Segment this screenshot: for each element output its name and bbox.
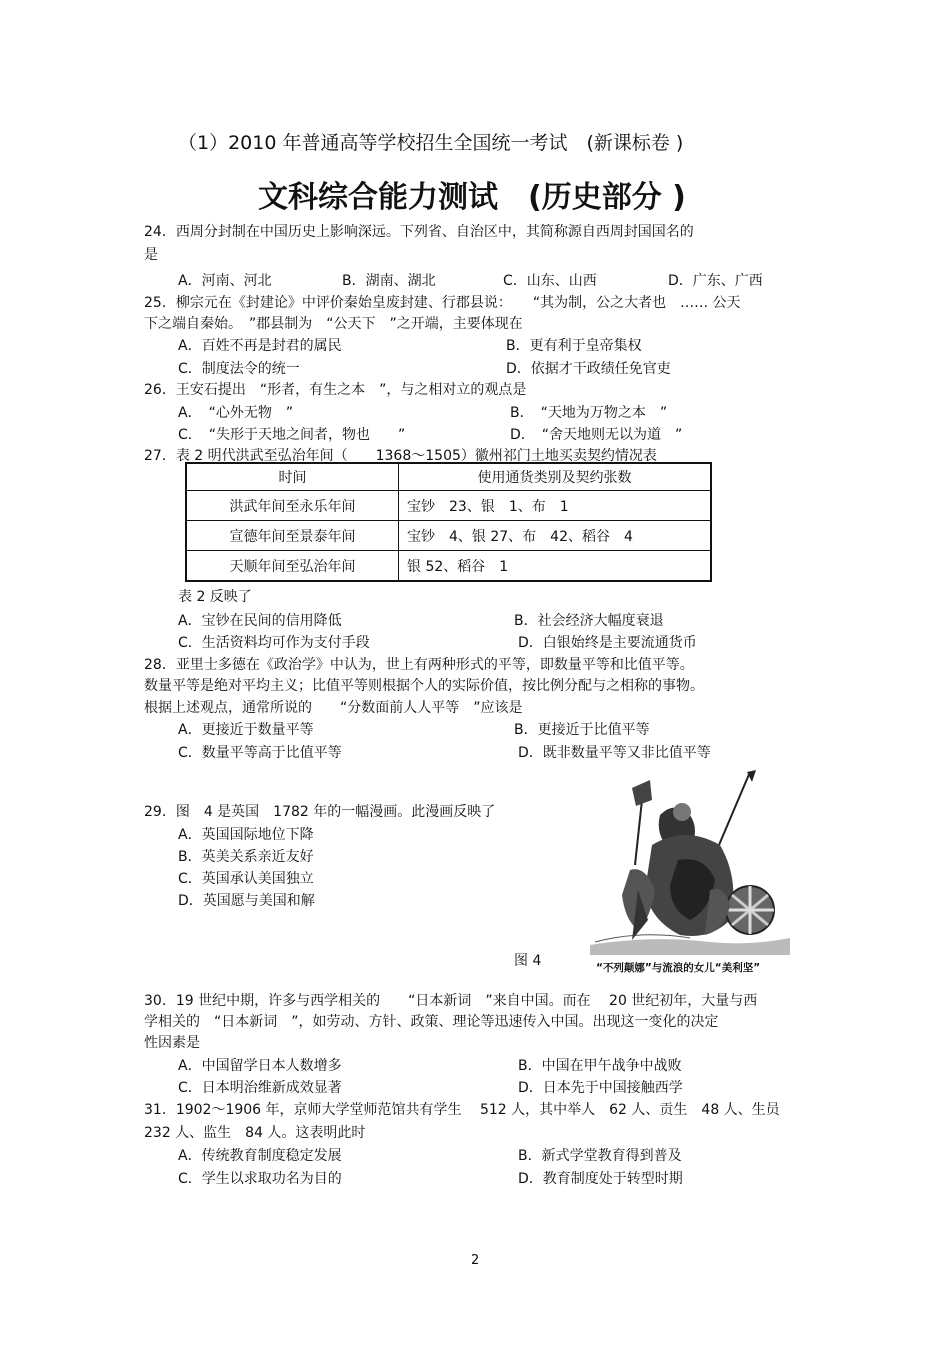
q25-option-c: C．制度法令的统一 xyxy=(178,361,300,377)
q31-stem-line1: 31．1902～1906 年，京师大学堂师范馆共有学生 512 人，其中举人 62 人、贡生 48 人、生员 xyxy=(144,1102,780,1118)
q27-table xyxy=(185,462,712,582)
q28-option-a: A．更接近于数量平等 xyxy=(178,722,314,738)
table-cell: 宝钞 23、银 1、布 1 xyxy=(399,491,712,521)
q28-stem-line1: 28．亚里士多德在《政治学》中认为，世上有两种形式的平等，即数量平等和比值平等。 xyxy=(144,657,694,673)
q27-option-b: B．社会经济大幅度衰退 xyxy=(514,613,664,629)
q28-stem-line3: 根据上述观点，通常所说的 “分数面前人人平等 ”应该是 xyxy=(144,700,523,716)
q25-option-b: B．更有利于皇帝集权 xyxy=(506,338,642,354)
q26-option-d: D． “舍天地则无以为道 ” xyxy=(510,427,683,443)
figure-caption: “不列颠娜”与流浪的女儿“美利坚” xyxy=(596,962,761,974)
figure-label: 图 4 xyxy=(514,953,542,969)
q29-option-c: C．英国承认美国独立 xyxy=(178,871,314,887)
q24-option-b: B．湖南、湖北 xyxy=(342,273,436,289)
q24-stem-line2: 是 xyxy=(144,247,158,263)
table-cell: 银 52、稻谷 1 xyxy=(399,551,712,582)
q29-option-b: B．英美关系亲近友好 xyxy=(178,849,314,865)
q26-stem: 26．王安石提出 “形者，有生之本 ”，与之相对立的观点是 xyxy=(144,382,527,398)
table-cell: 宝钞 4、银 27、布 42、稻谷 4 xyxy=(399,521,712,551)
q30-option-d: D．日本先于中国接触西学 xyxy=(518,1080,683,1096)
table-header-row xyxy=(186,463,711,491)
q28-option-c: C．数量平等高于比值平等 xyxy=(178,745,342,761)
table-cell: 洪武年间至永乐年间 xyxy=(186,491,399,521)
q31-option-c: C．学生以求取功名为目的 xyxy=(178,1171,342,1187)
table-cell: 宣德年间至景泰年间 xyxy=(186,521,399,551)
q27-option-a: A．宝钞在民间的信用降低 xyxy=(178,613,342,629)
exam-title-line1: （1）2010 年普通高等学校招生全国统一考试 (新课标卷 ) xyxy=(178,132,684,154)
table-row xyxy=(186,551,711,582)
q24-option-c: C．山东、山西 xyxy=(503,273,597,289)
table-header-cell: 时间 xyxy=(186,463,399,491)
table-cell: 天顺年间至弘治年间 xyxy=(186,551,399,582)
q30-stem-line1: 30．19 世纪中期，许多与西学相关的 “日本新词 ”来自中国。而在 20 世纪初年，大量与西 xyxy=(144,993,758,1009)
q30-option-b: B．中国在甲午战争中战败 xyxy=(518,1058,682,1074)
q28-stem-line2: 数量平等是绝对平均主义；比值平等则根据个人的实际价值，按比例分配与之相称的事物。 xyxy=(144,678,704,694)
q26-option-a: A． “心外无物 ” xyxy=(178,405,294,421)
table-row xyxy=(186,521,711,551)
q31-stem-line2: 232 人、监生 84 人。这表明此时 xyxy=(144,1125,366,1141)
q30-stem-line2: 学相关的 “日本新词 ”，如劳动、方针、政策、理论等迅速传入中国。出现这一变化的决定 xyxy=(144,1014,719,1030)
q26-option-b: B． “天地为万物之本 ” xyxy=(510,405,668,421)
q25-option-a: A．百姓不再是封君的属民 xyxy=(178,338,342,354)
cartoon-illustration xyxy=(590,770,790,955)
q29-option-d: D．英国愿与美国和解 xyxy=(178,893,315,909)
q24-option-d: D．广东、广西 xyxy=(668,273,763,289)
q29-option-a: A．英国国际地位下降 xyxy=(178,827,314,843)
q31-option-a: A．传统教育制度稳定发展 xyxy=(178,1148,342,1164)
q24-stem-line1: 24．西周分封制在中国历史上影响深远。下列省、自治区中，其简称源自西周封国国名的 xyxy=(144,224,694,240)
q31-option-b: B．新式学堂教育得到普及 xyxy=(518,1148,682,1164)
q27-stem: 27．表 2 明代洪武至弘治年间（ 1368～1505）徽州祁门土地买卖契约情况表 xyxy=(144,448,657,464)
q24-option-a: A．河南、河北 xyxy=(178,273,272,289)
q28-option-b: B．更接近于比值平等 xyxy=(514,722,650,738)
q27-option-d: D．白银始终是主要流通货币 xyxy=(518,635,697,651)
q25-stem-line1: 25．柳宗元在《封建论》中评价秦始皇废封建、行郡县说： “其为制，公之大者也 …… 公天 xyxy=(144,295,741,311)
table-header-cell: 使用通货类别及契约张数 xyxy=(399,463,712,491)
q31-option-d: D．教育制度处于转型时期 xyxy=(518,1171,683,1187)
q30-option-a: A．中国留学日本人数增多 xyxy=(178,1058,342,1074)
q28-option-d: D．既非数量平等又非比值平等 xyxy=(518,745,711,761)
page-number: 2 xyxy=(471,1253,480,1268)
q30-option-c: C．日本明治维新成效显著 xyxy=(178,1080,342,1096)
q27-after-table: 表 2 反映了 xyxy=(178,589,252,605)
q29-stem: 29．图 4 是英国 1782 年的一幅漫画。此漫画反映了 xyxy=(144,804,496,820)
q25-option-d: D．依据才干政绩任免官吏 xyxy=(506,361,671,377)
q27-option-c: C．生活资料均可作为支付手段 xyxy=(178,635,370,651)
q25-stem-line2: 下之端自秦始。 ”郡县制为 “公天下 ”之开端，主要体现在 xyxy=(144,316,523,332)
table-row xyxy=(186,491,711,521)
exam-title-line2: 文科综合能力测试 (历史部分 ) xyxy=(258,180,686,215)
q30-stem-line3: 性因素是 xyxy=(144,1035,200,1051)
q26-option-c: C． “失形于天地之间者，物也 ” xyxy=(178,427,406,443)
